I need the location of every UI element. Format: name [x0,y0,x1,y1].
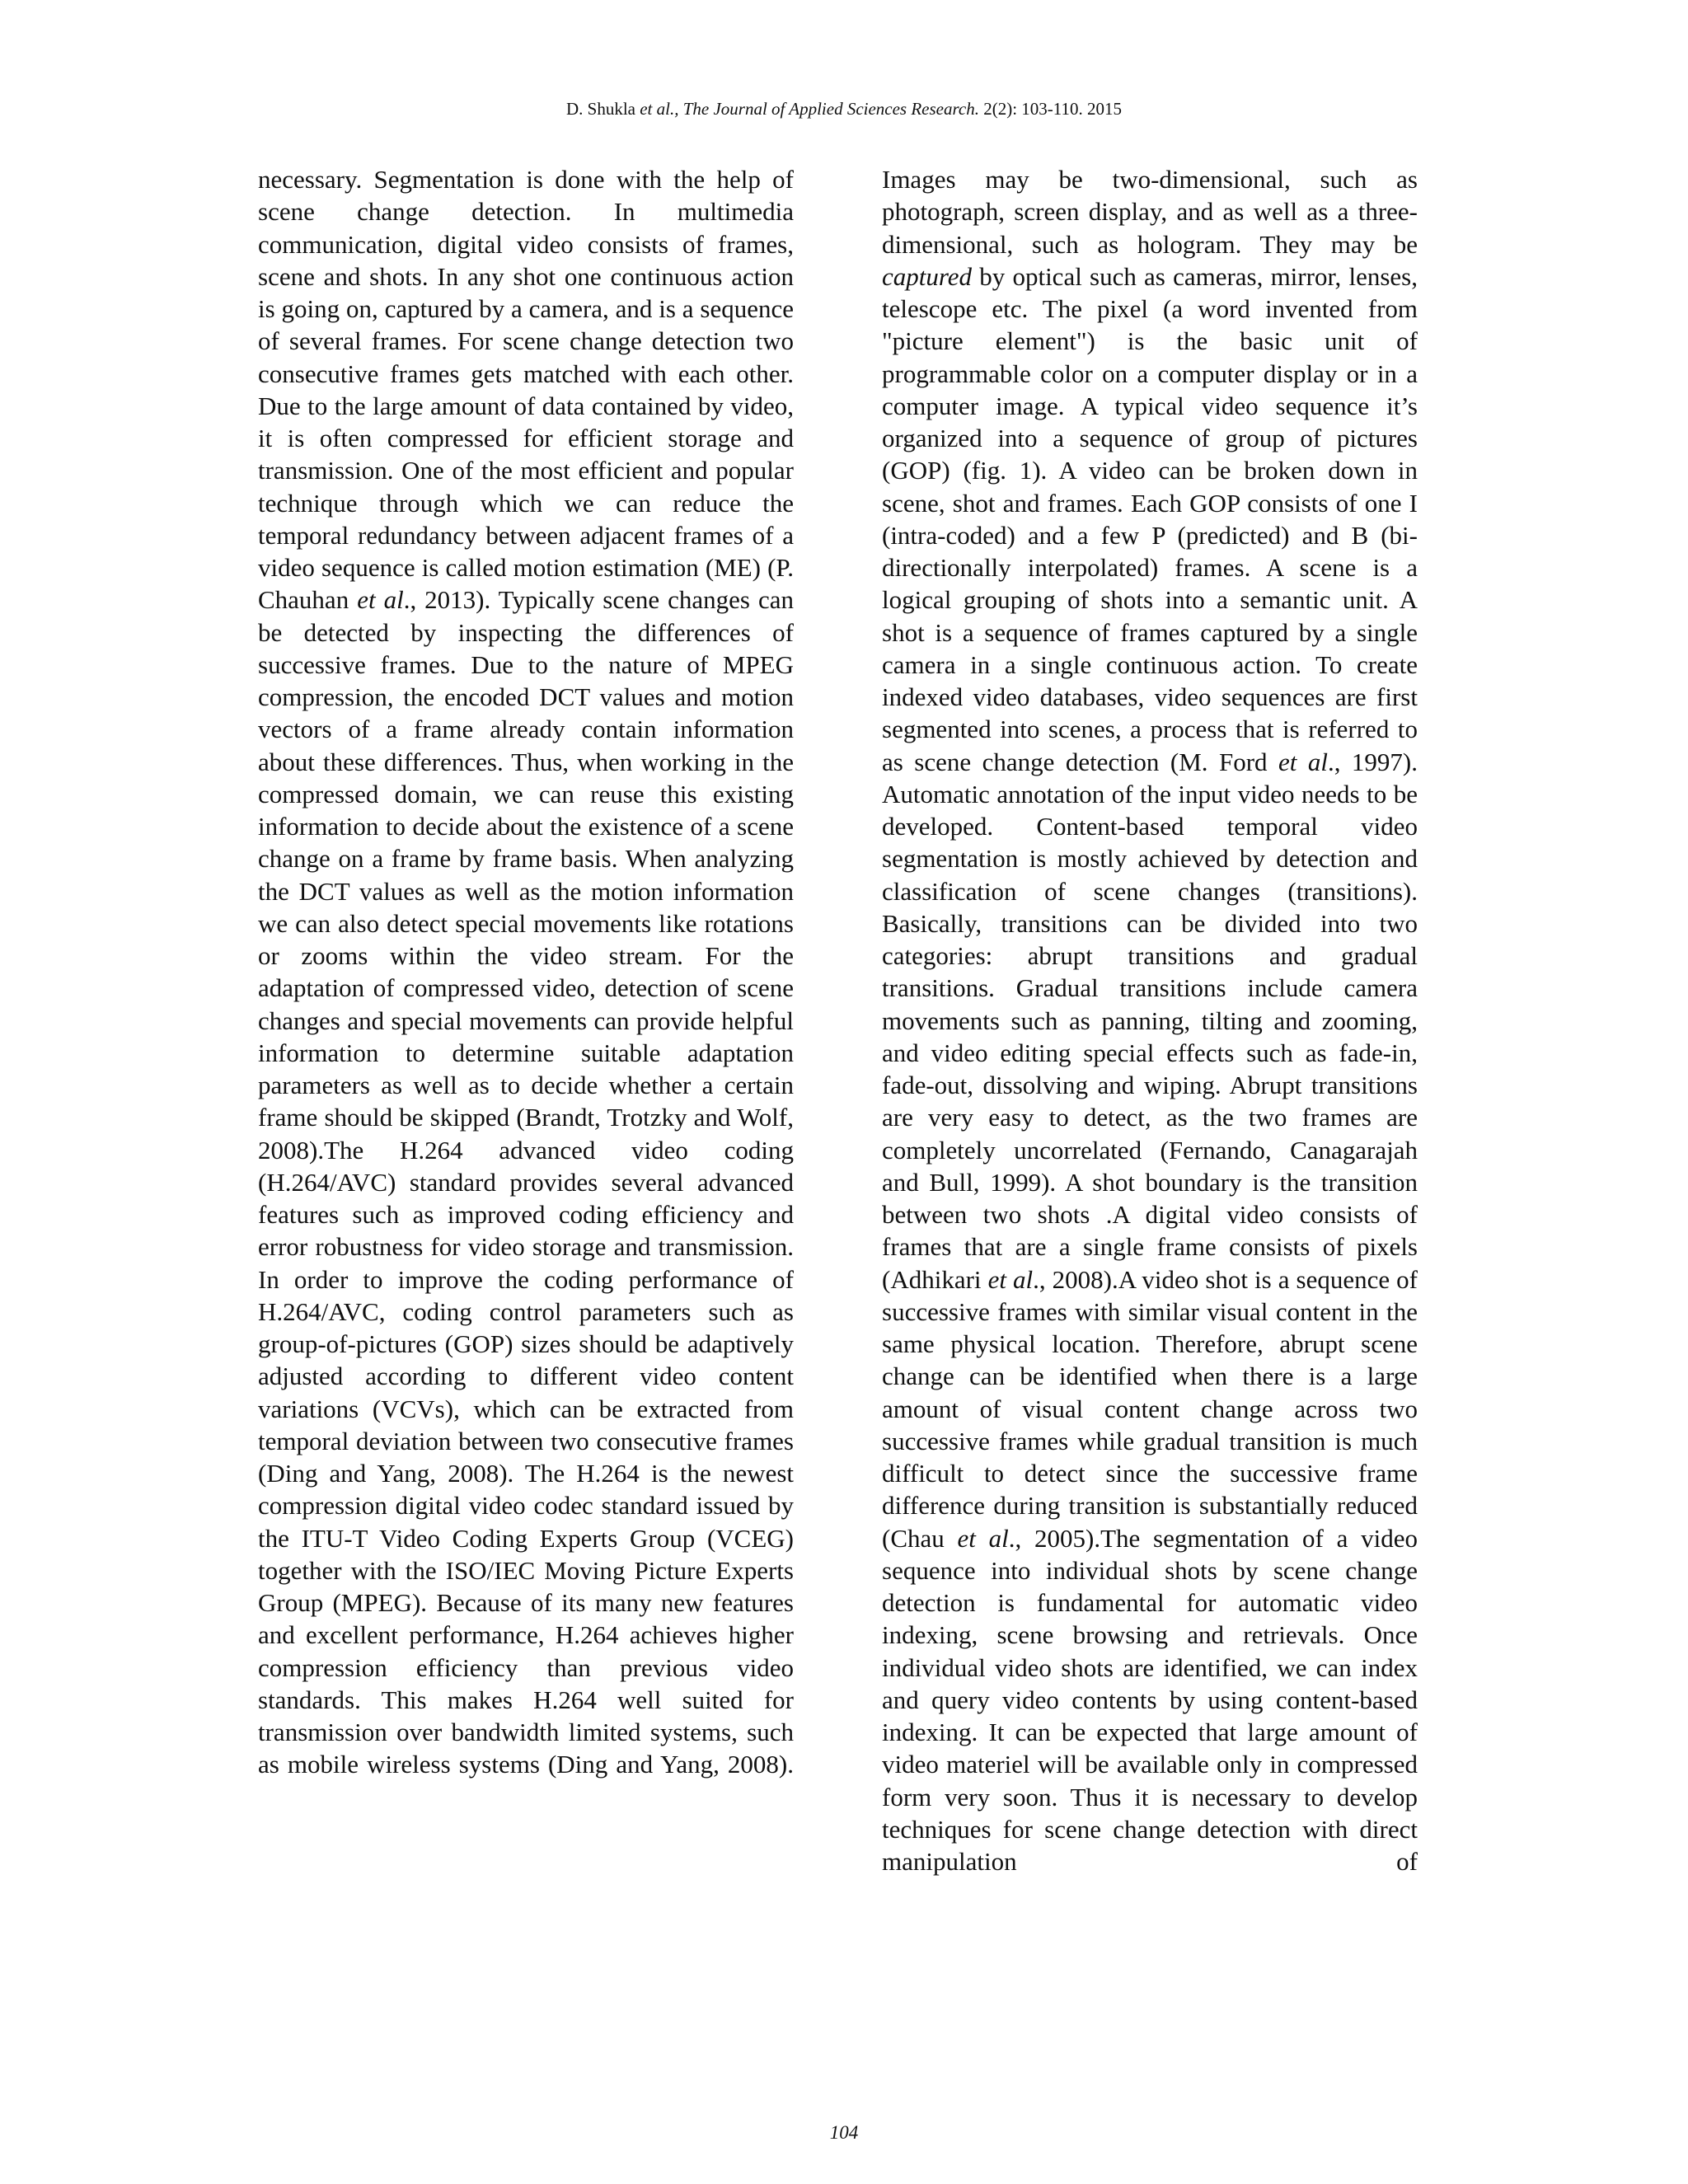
left-text-1: necessary. Segmentation is done with the help of scene change detection. In multimedia communication, digital video consists of frames, scene and shots. In any shot one continuous action is going on, captured by a camera, and is a sequence of several frames. For scene change detection two consecutive frames gets matched with each other. Due to the large amount of data contained by video, it is often compressed for efficient storage and transmission. One of the most efficient and popular technique through which we can reduce the temporal redundancy between adjacent frames of a video sequence is called motion estimation (ME) (P. Chauhan [258,165,794,615]
page-number: 104 [829,2122,859,2143]
running-header [0,97,1688,120]
right-paragraph [882,163,1418,1910]
right-etal-2: et al [987,1264,1034,1294]
header-volume: 2(2): 103-110. 2015 [983,99,1123,119]
right-text-5: ., 2005).The segmentation of a video sequence into individual shots by scene change detection is fundamental for automatic video indexing, scene browsing and retrievals. Once individual video shots are identified, we can index and query video contents by using content-based indexing. It can be expected that large amount of video materiel will be available only in compressed form very soon. Thus it is necessary to develop techniques for scene change detection with direct manipulation of [882,1523,1418,1876]
right-etal-3: et al [957,1523,1009,1553]
right-text-3: ., 1997). Automatic annotation of the input video needs to be developed. Content-based temporal video segmentation is mostly achieved by detection and classification of scene changes (transitions). Basically, transitions can be divided into two categories: abrupt transitions and gradual transitions. Gradual transitions include camera movements such as panning, tilting and zooming, and video editing special effects such as fade-in, fade-out, dissolving and wiping. Abrupt transitions are very easy to detect, as the two frames are completely uncorrelated (Fernando, Canagarajah and Bull, 1999). A shot boundary is the transition between two shots .A digital video consists of frames that are a single frame consists of pixels (Adhikari [882,747,1418,1294]
right-etal-1: et al [1278,747,1328,776]
right-column [882,163,1418,1910]
right-captured: captured [882,261,973,291]
header-authors: D. Shukla [565,99,635,119]
right-text-4: ., 2008).A video shot is a sequence of successive frames with similar visual content in the same physical location. Therefore, abrupt scene change can be identified when there is a large amount of visual content change across two successive frames while gradual transition is much difficult to detect since the successive frame difference during transition is substantially reduced (Chau [882,1264,1418,1553]
left-text-2: ., 2013). Typically scene changes can be detected by inspecting the differences of successive frames. Due to the nature of MPEG compression, the encoded DCT values and motion vectors of a frame already contain information about these differences. Thus, when working in the compressed domain, we can reuse this existing information to decide about the existence of a scene change on a frame by frame basis. When analyzing the DCT values as well as the motion information we can also detect special movements like rotations or zooms within the video stream. For the adaptation of compressed video, detection of scene changes and special movements can provide helpful information to determine suitable adaptation parameters as well as to decide whether a certain frame should be skipped (Brandt, Trotzky and Wolf, 2008).The H.264 advanced video coding (H.264/AVC) standard provides several advanced features such as improved coding efficiency and error robustness for video storage and transmission. In order to improve the coding performance of H.264/AVC, coding control parameters such as group-of-pictures (GOP) sizes should be adaptively adjusted according to different video content variations (VCVs), which can be extracted from temporal deviation between two consecutive frames (Ding and Yang, 2008). The H.264 is the newest compression digital video codec standard issued by the ITU-T Video Coding Experts Group (VCEG) together with the ISO/IEC Moving Picture Experts Group (MPEG). Because of its many new features and excellent performance, H.264 achieves higher compression efficiency than previous video standards. This makes H.264 well suited for transmission over bandwidth limited systems, such as mobile wireless systems (Ding and Yang, 2008). [258,585,794,1779]
left-paragraph [258,163,794,1813]
header-journal: The Journal of Applied Sciences Research. [682,99,979,119]
header-etal: et al., [640,99,679,119]
right-text-2: by optical such as cameras, mirror, lenses, telescope etc. The pixel (a word invented from "picture element") is the basic unit of programmable color on a computer display or in a computer image. A typical video sequence it’s organized into a sequence of group of pictures (GOP) (fig. 1). A video can be broken down in scene, shot and frames. Each GOP consists of one I (intra-coded) and a few P (predicted) and B (bi-directionally interpolated) frames. A scene is a logical grouping of shots into a semantic unit. A shot is a sequence of frames captured by a single camera in a single continuous action. To create indexed video databases, video sequences are first segmented into scenes, a process that is referred to as scene change detection (M. Ford [882,261,1418,776]
right-text-1: Images may be two-dimensional, such as photograph, screen display, and as well as a three-dimensional, such as hologram. They may be [882,165,1418,259]
left-etal-1: et al [357,585,404,615]
left-column [258,163,794,1813]
